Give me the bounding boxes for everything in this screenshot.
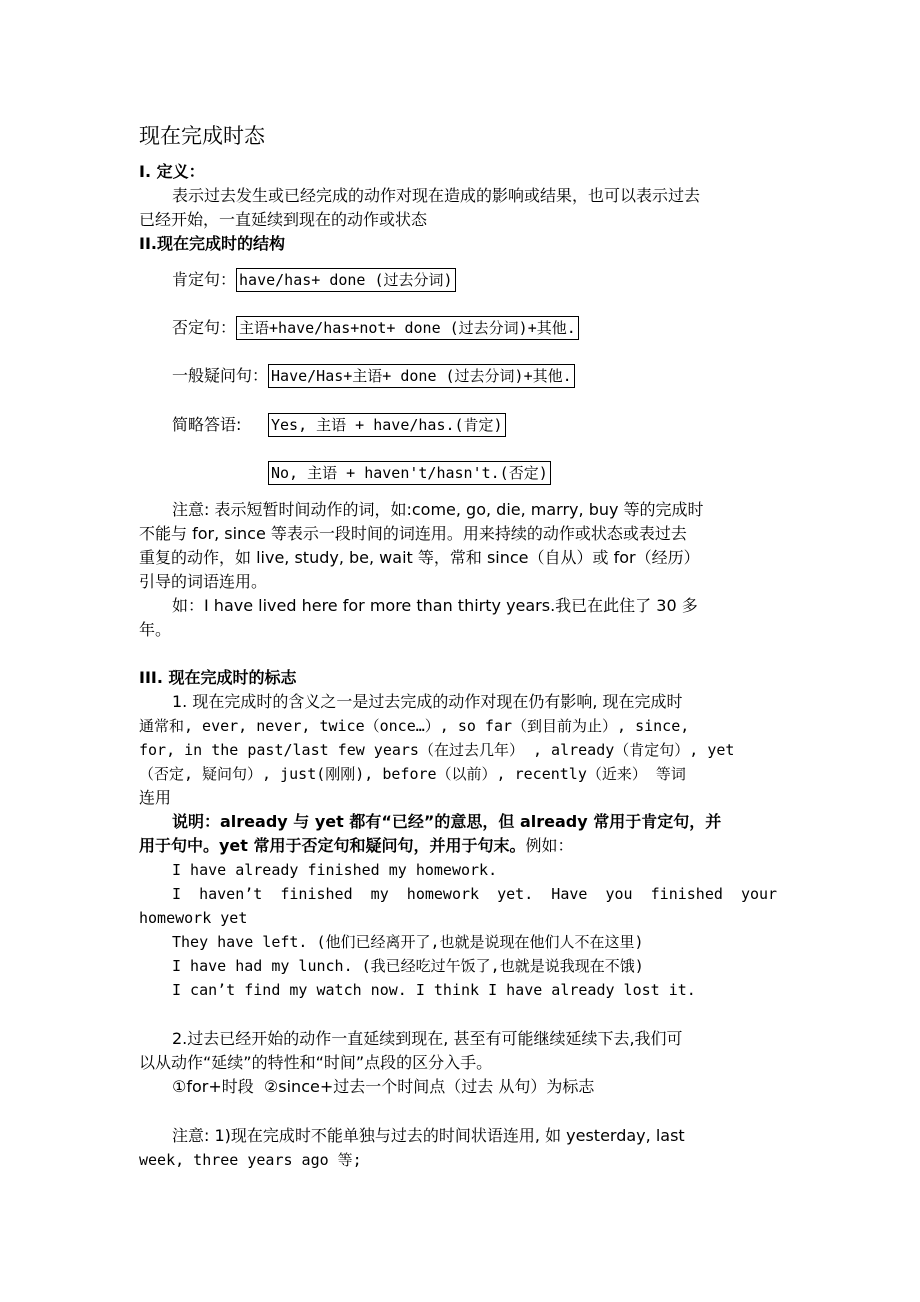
short-answer-no-box: No, 主语 + haven't/hasn't.(否定) (268, 461, 551, 485)
final-note-line-2: week, three years ago 等; (139, 1151, 362, 1169)
example-1: I have already finished my homework. (172, 861, 498, 879)
short-answer-yes-box: Yes, 主语 + have/has.(肯定) (268, 413, 506, 437)
section-1-heading: I. 定义： (139, 162, 205, 181)
note-example-line-1: 如：I have lived here for more than thirty years.我已在此住了 30 多 (172, 596, 698, 615)
example-4: I have had my lunch. (我已经吃过午饭了,也就是说我现在不饿) (172, 957, 644, 975)
explanation-line-2-bold: 用于句中。yet 常用于否定句和疑问句，并用于句末。 (139, 836, 526, 855)
explanation-line-1: 说明：already 与 yet 都有“已经”的意思，但 already 常用于肯定句，并 (172, 812, 722, 831)
definition-line-1: 表示过去发生或已经完成的动作对现在造成的影响或结果，也可以表示过去 (172, 186, 701, 205)
note-example-line-2: 年。 (139, 620, 172, 639)
section-2-heading: II.现在完成时的结构 (139, 234, 285, 253)
example-2: I haven’t finished my homework yet. Have you finished your (172, 885, 778, 903)
short-answer-label: 简略答语: (172, 415, 242, 434)
question-formula-box: Have/Has+主语+ done (过去分词)+其他. (268, 364, 575, 388)
question-label: 一般疑问句： (172, 366, 269, 385)
point-1-line-5: 连用 (139, 788, 172, 807)
affirmative-formula-box: have/has+ done (过去分词) (236, 268, 456, 292)
page-title: 现在完成时态 (139, 124, 265, 148)
note-line-1: 注意: 表示短暂时间动作的词，如:come, go, die, marry, buy 等的完成时 (172, 500, 704, 519)
point-1-line-3: for, in the past/last few years（在过去几年） , already（肯定句）, yet (139, 741, 735, 759)
question-row (172, 364, 575, 388)
section-3-heading: III. 现在完成时的标志 (139, 668, 297, 687)
negative-row (172, 316, 579, 340)
point-1-line-4: （否定, 疑问句）, just(刚刚), before（以前）, recently（近来） 等词 (139, 765, 686, 783)
short-answer-no-row (268, 461, 551, 485)
definition-line-2: 已经开始，一直延续到现在的动作或状态 (139, 210, 428, 229)
negative-label: 否定句： (172, 318, 237, 337)
final-note-line-1: 注意: 1)现在完成时不能单独与过去的时间状语连用, 如 yesterday, last (172, 1126, 685, 1145)
note-line-2: 不能与 for, since 等表示一段时间的词连用。用来持续的动作或状态或表过去 (139, 524, 687, 543)
affirmative-row (172, 268, 456, 292)
explanation-line-2 (139, 834, 574, 858)
point-2-line-1: 2.过去已经开始的动作一直延续到现在, 甚至有可能继续延续下去,我们可 (172, 1029, 683, 1048)
example-3: They have left. (他们已经离开了,也就是说现在他们人不在这里) (172, 933, 644, 951)
point-2-line-2: 以从动作“延续”的特性和“时间”点段的区分入手。 (139, 1053, 493, 1072)
point-1-line-1: 1. 现在完成时的含义之一是过去完成的动作对现在仍有影响, 现在完成时 (172, 692, 683, 711)
short-answer-row (172, 413, 506, 437)
affirmative-label: 肯定句： (172, 270, 237, 289)
note-line-4: 引导的词语连用。 (139, 572, 268, 591)
note-line-3: 重复的动作，如 live, study, be, wait 等，常和 since（自从）或 for（经历） (139, 548, 700, 567)
explanation-line-2-tail: 例如： (525, 836, 574, 855)
example-2-continued: homework yet (139, 909, 248, 927)
negative-formula-box: 主语+have/has+not+ done (过去分词)+其他. (236, 316, 579, 340)
example-5: I can’t find my watch now. I think I have already lost it. (172, 981, 696, 999)
point-2-line-3: ①for+时段 ②since+过去一个时间点（过去 从句）为标志 (172, 1077, 595, 1096)
point-1-line-2: 通常和, ever, never, twice（once…）, so far（到目前为止）, since, (139, 717, 690, 735)
